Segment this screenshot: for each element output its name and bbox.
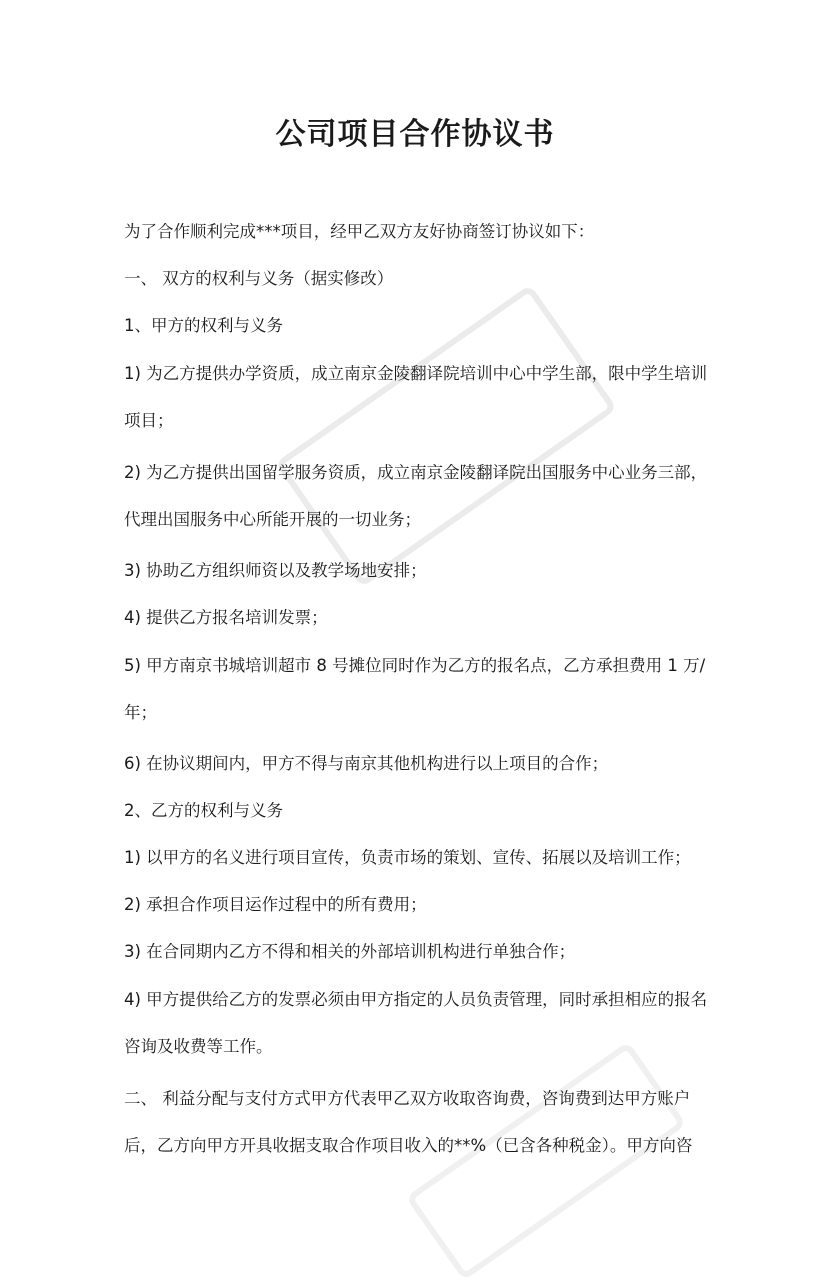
subheading-party-a: 1、甲方的权利与义务 xyxy=(124,316,283,335)
party-a-item-5: 5) 甲方南京书城培训超市 8 号摊位同时作为乙方的报名点，乙方承担费用 1 万/年； xyxy=(124,656,706,722)
party-a-item-6: 6) 在协议期间内，甲方不得与南京其他机构进行以上项目的合作； xyxy=(124,754,609,773)
party-a-item-3: 3) 协助乙方组织师资以及教学场地安排； xyxy=(124,561,427,580)
party-a-item-4: 4) 提供乙方报名培训发票； xyxy=(124,608,328,627)
party-b-item-2: 2) 承担合作项目运作过程中的所有费用； xyxy=(124,895,427,914)
document-body xyxy=(124,213,716,1178)
party-b-item-3: 3) 在合同期内乙方不得和相关的外部培训机构进行单独合作； xyxy=(124,942,576,961)
intro-paragraph: 为了合作顺利完成***项目，经甲乙双方友好协商签订协议如下： xyxy=(124,222,595,241)
section-heading-rights: 一、 双方的权利与义务（据实修改） xyxy=(124,269,394,288)
subheading-party-b: 2、乙方的权利与义务 xyxy=(124,801,283,820)
party-a-item-2: 2) 为乙方提供出国留学服务资质，成立南京金陵翻译院出国服务中心业务三部，代理出国服务中心所能开展的一切业务； xyxy=(124,463,708,529)
party-b-item-4: 4) 甲方提供给乙方的发票必须由甲方指定的人员负责管理，同时承担相应的报名咨询及收费等工作。 xyxy=(124,990,708,1056)
party-a-item-1: 1) 为乙方提供办学资质，成立南京金陵翻译院培训中心中学生部，限中学生培训项目； xyxy=(124,364,708,430)
document-title: 公司项目合作协议书 xyxy=(275,117,555,152)
party-b-item-1: 1) 以甲方的名义进行项目宣传，负责市场的策划、宣传、拓展以及培训工作； xyxy=(124,848,691,867)
section-heading-profit: 二、 利益分配与支付方式甲方代表甲乙双方收取咨询费，咨询费到达甲方账户后，乙方向甲方开具收据支取合作项目收入的**%（已含各种税金）。甲方向咨 xyxy=(124,1089,693,1155)
